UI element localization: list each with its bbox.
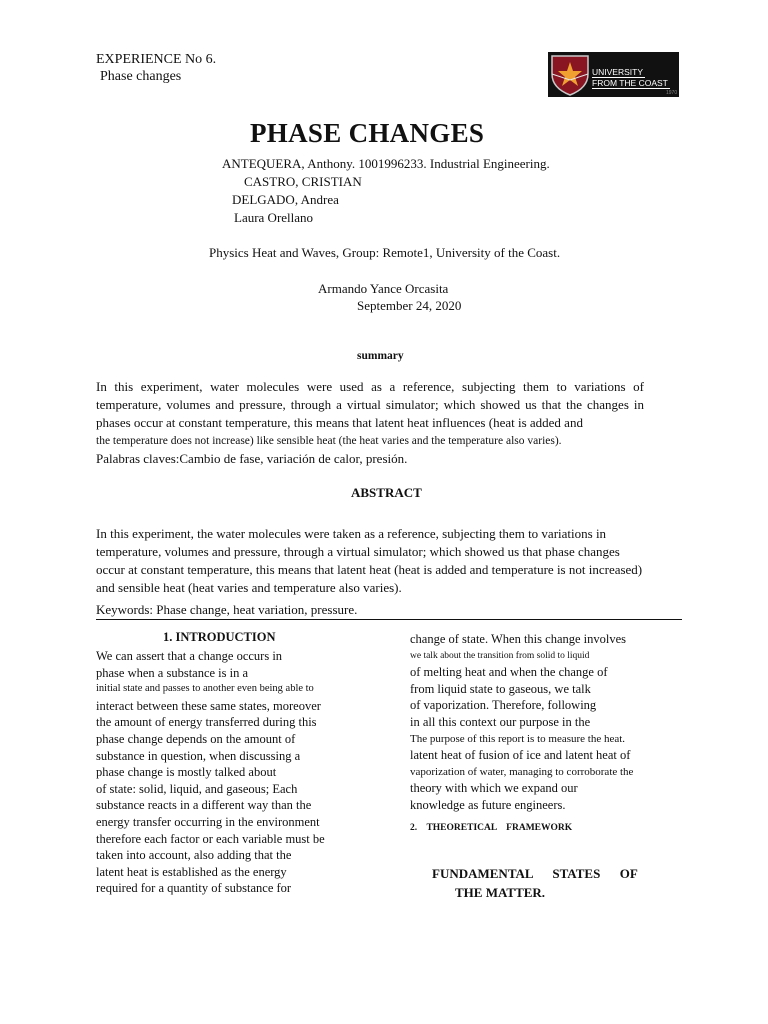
author-1: ANTEQUERA, Anthony. 1001996233. Industrial Engineering. <box>222 156 550 171</box>
intro-line: the amount of energy transferred during this <box>96 715 317 730</box>
summary-keywords: Palabras claves:Cambio de fase, variación de calor, presión. <box>96 451 408 466</box>
summary-line: In this experiment, water molecules were used as a reference, subjecting them to variations of <box>96 379 644 394</box>
author-3: DELGADO, Andrea <box>232 192 339 207</box>
abstract-line: In this experiment, the water molecules were taken as a reference, subjecting them to variations in <box>96 526 607 541</box>
experience-label: EXPERIENCE No 6. <box>96 52 217 67</box>
intro-line: latent heat is established as the energy <box>96 864 287 879</box>
author-2: CASTRO, CRISTIAN <box>244 174 362 189</box>
intro-line: therefore each factor or each variable must be <box>96 831 325 846</box>
intro-line: taken into account, also adding that the <box>96 848 292 863</box>
right-line: theory with which we expand our <box>410 781 578 796</box>
right-line: latent heat of fusion of ice and latent heat of <box>410 748 631 763</box>
summary-heading: summary <box>357 350 404 362</box>
section-divider <box>96 619 682 620</box>
abstract-keywords: Keywords: Phase change, heat variation, pressure. <box>96 602 358 617</box>
right-line: from liquid state to gaseous, we talk <box>410 681 591 696</box>
theoretical-framework-heading: 2. THEORETICAL FRAMEWORK <box>410 823 573 833</box>
right-line: of vaporization. Therefore, following <box>410 698 597 713</box>
instructor: Armando Yance Orcasita <box>318 281 449 296</box>
right-line: in all this context our purpose in the <box>410 714 591 729</box>
intro-line: initial state and passes to another even being able to <box>96 683 314 695</box>
experience-subtitle: Phase changes <box>100 69 182 84</box>
date: September 24, 2020 <box>357 298 462 313</box>
summary-line: temperature, volumes and pressure, through a virtual simulator; which showed us that the changes in <box>96 397 644 412</box>
summary-line: phases occur at constant temperature, this means that latent heat influences (heat is added and <box>96 415 583 430</box>
right-column <box>410 631 633 814</box>
abstract-line: temperature, volumes and pressure, through a virtual simulator; which showed us that phase changes <box>96 544 620 559</box>
abstract-line: occur at constant temperature, this means that latent heat (heat is added and temperature is not increased) <box>96 562 643 577</box>
abstract-heading: ABSTRACT <box>351 485 422 500</box>
summary-paragraph <box>96 378 644 468</box>
intro-line: energy transfer occurring in the environment <box>96 814 320 829</box>
intro-line: phase change is mostly talked about <box>96 765 277 780</box>
intro-line: of state: solid, liquid, and gaseous; Each <box>96 781 298 796</box>
logo-line-university: UNIVERSITY <box>592 67 644 77</box>
right-line: we talk about the transition from solid to liquid <box>410 650 590 661</box>
abstract-paragraph <box>96 525 666 597</box>
intro-line: interact between these same states, moreover <box>96 698 321 713</box>
logo-line-coast: FROM THE COAST <box>592 78 668 88</box>
intro-line: substance in question, when discussing a <box>96 748 301 763</box>
right-line: of melting heat and when the change of <box>410 665 608 680</box>
introduction-column <box>96 648 325 897</box>
logo-year: 1970 <box>666 90 678 96</box>
fundamental-states-heading-1: FUNDAMENTAL STATES OF <box>432 866 638 881</box>
right-line: The purpose of this report is to measure the heat. <box>410 732 626 745</box>
intro-line: substance reacts in a different way than the <box>96 798 312 813</box>
intro-line: required for a quantity of substance for <box>96 881 292 896</box>
intro-line: We can assert that a change occurs in <box>96 649 283 663</box>
university-logo <box>548 52 679 97</box>
right-line: knowledge as future engineers. <box>410 797 566 812</box>
summary-line: the temperature does not increase) like sensible heat (the heat varies and the temperature also varies). <box>96 435 562 447</box>
intro-line: phase when a substance is in a <box>96 665 249 680</box>
page-title: PHASE CHANGES <box>250 118 485 148</box>
course-info: Physics Heat and Waves, Group: Remote1, University of the Coast. <box>209 245 561 260</box>
fundamental-states-heading-2: THE MATTER. <box>455 885 546 900</box>
author-4: Laura Orellano <box>234 210 314 225</box>
introduction-heading: 1. INTRODUCTION <box>163 630 276 644</box>
right-line: vaporization of water, managing to corroborate the <box>410 765 634 778</box>
abstract-line: and sensible heat (heat varies and temperature also varies). <box>96 580 402 595</box>
right-line: change of state. When this change involves <box>410 632 627 646</box>
intro-line: phase change depends on the amount of <box>96 731 296 746</box>
shield-icon <box>548 52 592 97</box>
